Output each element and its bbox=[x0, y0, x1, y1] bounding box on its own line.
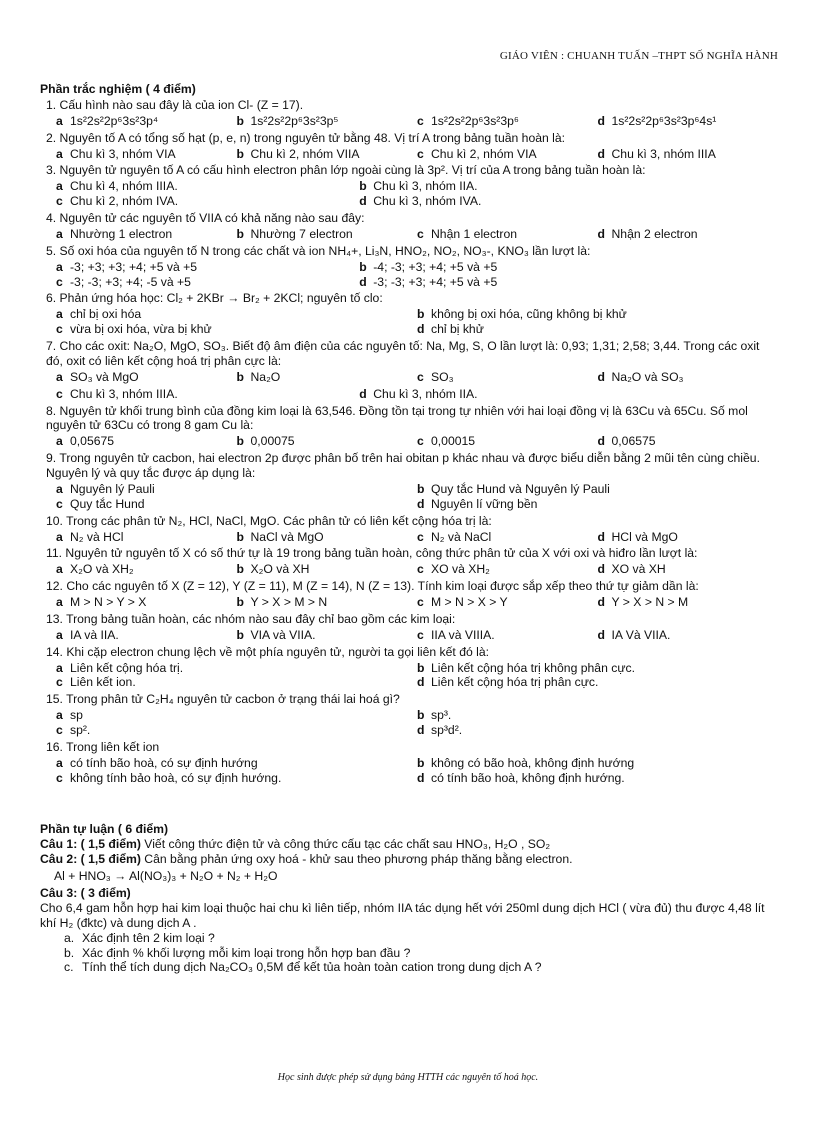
option-letter: a bbox=[56, 562, 63, 577]
page-header: GIÁO VIÊN : CHUANH TUẤN –THPT SỐ NGHĨA HÀNH bbox=[499, 50, 778, 62]
question-stem: 8. Nguyên tử khối trung bình của đồng kim loại là 63,546. Đồng tồn tại trong tự nhiên với hai loại đồng vị là 63Cu và 65Cu. Số mol nguyên tử 63Cu có trong 8 gam Cu là: bbox=[46, 403, 748, 433]
option-text: SO₃ và MgO bbox=[70, 369, 139, 384]
essay-q1-label: Câu 1: ( 1,5 điểm) bbox=[40, 837, 141, 852]
essay-section bbox=[40, 822, 778, 976]
answer-option-c bbox=[417, 227, 598, 242]
option-text: XO và XH bbox=[611, 562, 666, 577]
option-letter: b bbox=[236, 226, 244, 241]
option-letter: c bbox=[417, 146, 424, 161]
answer-option-b bbox=[417, 708, 778, 723]
option-letter: b bbox=[236, 627, 244, 642]
essay-q1-text: Viết công thức điện tử và công thức cấu tạc các chất sau HNO₃, H₂O , SO₂ bbox=[140, 837, 551, 852]
option-text: chỉ bị oxi hóa bbox=[70, 307, 142, 322]
answer-options bbox=[56, 756, 778, 786]
option-text: Y > X > M > N bbox=[250, 595, 328, 609]
option-letter: a bbox=[56, 307, 63, 322]
answer-options bbox=[56, 260, 778, 290]
answer-options bbox=[56, 628, 778, 643]
option-text: Chu kì 2, nhóm VIA bbox=[431, 146, 537, 161]
option-letter: c bbox=[56, 322, 63, 337]
answer-option-b bbox=[417, 482, 778, 497]
option-letter: c bbox=[417, 113, 424, 128]
option-letter: a bbox=[56, 259, 63, 274]
essay-section-title: Phần tự luận ( 6 điểm) bbox=[40, 821, 169, 836]
option-letter: c bbox=[417, 226, 424, 241]
option-text: sp³. bbox=[431, 708, 452, 723]
answer-option-c bbox=[56, 675, 417, 690]
question-stem: 14. Khi cặp electron chung lệch về một phía nguyên tử, người ta gọi liên kết đó là: bbox=[46, 644, 490, 659]
option-letter: c bbox=[417, 595, 424, 609]
option-text: HCl và MgO bbox=[611, 529, 678, 544]
option-letter: d bbox=[359, 194, 367, 209]
answer-option-d bbox=[598, 562, 779, 577]
option-text: Chu kì 3, nhóm IVA. bbox=[373, 194, 482, 209]
answer-option-a bbox=[56, 370, 237, 385]
option-text: Liên kết cộng hóa trị. bbox=[70, 660, 184, 675]
extra-options bbox=[56, 387, 778, 402]
answer-option-d bbox=[598, 147, 779, 162]
answer-option-c bbox=[417, 595, 598, 610]
option-text: X₂O và XH₂ bbox=[70, 562, 134, 577]
answer-option-d bbox=[598, 370, 779, 385]
answer-option-a bbox=[56, 756, 417, 771]
answer-option-b bbox=[417, 307, 778, 322]
option-text: M > N > Y > X bbox=[70, 595, 147, 609]
option-text: Chu kì 3, nhóm IIIA. bbox=[70, 386, 178, 401]
answer-option-c bbox=[417, 562, 598, 577]
option-letter: b bbox=[359, 179, 367, 194]
option-letter: d bbox=[417, 723, 425, 737]
option-text: Liên kết cộng hóa trị phân cực. bbox=[431, 675, 599, 690]
option-text: sp³d². bbox=[431, 723, 463, 737]
option-text: sp². bbox=[70, 723, 91, 737]
answer-option-b bbox=[237, 114, 418, 129]
answer-option-c bbox=[56, 322, 417, 337]
option-letter: c bbox=[417, 434, 424, 449]
option-letter: a bbox=[56, 627, 63, 642]
option-text: IA và IIA. bbox=[70, 627, 119, 642]
answer-option-d bbox=[598, 628, 779, 643]
option-letter: a bbox=[56, 660, 63, 675]
answer-option-a bbox=[56, 482, 417, 497]
option-text: N₂ và NaCl bbox=[431, 529, 492, 544]
option-text: Chu kì 2, nhóm IVA. bbox=[70, 194, 179, 209]
option-text: Liên kết ion. bbox=[70, 675, 136, 690]
essay-q3-label: Câu 3: ( 3 điểm) bbox=[40, 886, 131, 900]
option-letter: c bbox=[56, 194, 63, 209]
answer-option-b bbox=[237, 147, 418, 162]
option-text: IIA và VIIIA. bbox=[431, 627, 495, 642]
answer-option-a bbox=[56, 530, 237, 545]
option-letter: d bbox=[597, 369, 605, 384]
option-letter: c bbox=[417, 562, 424, 577]
option-text: XO và XH₂ bbox=[431, 562, 490, 577]
answer-option-c bbox=[417, 147, 598, 162]
answer-options bbox=[56, 530, 778, 545]
subquestion-0 bbox=[64, 931, 778, 946]
option-text: Na₂O và SO₃ bbox=[611, 369, 684, 384]
answer-option-b bbox=[237, 595, 418, 610]
option-text: M > N > X > Y bbox=[431, 595, 508, 609]
option-text: Y > X > N > M bbox=[611, 595, 689, 609]
answer-option-c bbox=[417, 114, 598, 129]
essay-q3-text: Cho 6,4 gam hỗn hợp hai kim loại thuộc hai chu kì liên tiếp, nhóm IIA tác dụng hết với 250ml dung dịch HCl ( vừa đủ) thu được 4,48 lít khí H₂ (đktc) và dung dịch A . bbox=[40, 900, 765, 930]
subquestion-letter: b. bbox=[64, 945, 75, 960]
answer-option-c bbox=[417, 434, 598, 449]
option-letter: b bbox=[236, 434, 244, 449]
option-letter: b bbox=[236, 562, 244, 577]
answer-option-b bbox=[417, 661, 778, 676]
answer-option-c bbox=[56, 387, 359, 402]
question-stem: 6. Phản ứng hóa học: Cl₂ + 2KBr → Br₂ + 2KCl; nguyên tố clo: bbox=[46, 291, 383, 306]
essay-question-1 bbox=[40, 837, 778, 852]
answer-option-a bbox=[56, 260, 359, 275]
option-text: VIA và VIIA. bbox=[250, 627, 316, 642]
option-text: 0,00015 bbox=[431, 434, 476, 449]
mc-questions bbox=[40, 98, 778, 786]
subquestion-text: Xác định tên 2 kim loại ? bbox=[82, 930, 215, 945]
answer-option-b bbox=[417, 756, 778, 771]
option-text: -3; -3; +3; +4; +5 và +5 bbox=[373, 274, 498, 289]
answer-option-c bbox=[417, 628, 598, 643]
option-letter: a bbox=[56, 179, 63, 194]
option-text: NaCl và MgO bbox=[250, 529, 324, 544]
option-letter: d bbox=[359, 386, 367, 401]
question-stem: 10. Trong các phân tử N₂, HCl, NaCl, MgO. Các phân tử có liên kết cộng hóa trị là: bbox=[46, 513, 492, 528]
option-text: Nhường 1 electron bbox=[70, 226, 173, 241]
option-letter: a bbox=[56, 595, 63, 609]
option-text: Chu kì 3, nhóm IIA. bbox=[373, 386, 478, 401]
option-text: Nhường 7 electron bbox=[250, 226, 353, 241]
answer-option-d bbox=[359, 275, 778, 290]
answer-option-a bbox=[56, 179, 359, 194]
answer-option-b bbox=[237, 434, 418, 449]
subquestion-2 bbox=[64, 960, 778, 975]
answer-option-d bbox=[598, 114, 779, 129]
option-letter: a bbox=[56, 755, 63, 770]
option-text: 0,06575 bbox=[611, 434, 656, 449]
option-letter: b bbox=[236, 529, 244, 544]
answer-option-a bbox=[56, 114, 237, 129]
option-text: -4; -3; +3; +4; +5 và +5 bbox=[373, 259, 498, 274]
question-stem: 16. Trong liên kết ion bbox=[46, 739, 160, 754]
option-letter: c bbox=[56, 723, 63, 737]
question-stem: 4. Nguyên tử các nguyên tố VIIA có khả năng nào sau đây: bbox=[46, 211, 365, 225]
answer-option-a bbox=[56, 708, 417, 723]
question-stem: 15. Trong phân tử C₂H₄ nguyên tử cacbon ở trạng thái lai hoá gì? bbox=[46, 692, 400, 707]
option-text: -3; -3; +3; +4; -5 và +5 bbox=[70, 274, 191, 289]
subquestion-text: Xác định % khối lượng mỗi kim loại trong hỗn hợp ban đầu ? bbox=[82, 945, 411, 960]
question-stem: 13. Trong bảng tuần hoàn, các nhóm nào sau đây chỉ bao gồm các kim loại: bbox=[46, 611, 456, 626]
answer-options bbox=[56, 179, 778, 209]
answer-option-d bbox=[598, 595, 779, 610]
answer-option-c bbox=[56, 194, 359, 209]
answer-option-d bbox=[359, 194, 778, 209]
option-letter: d bbox=[597, 595, 605, 609]
answer-option-a bbox=[56, 562, 237, 577]
answer-option-c bbox=[56, 771, 417, 786]
option-text: Chu kì 4, nhóm IIIA. bbox=[70, 179, 178, 194]
option-text: Quy tắc Hund và Nguyên lý Pauli bbox=[431, 481, 610, 496]
option-letter: b bbox=[417, 708, 425, 723]
answer-options bbox=[56, 562, 778, 577]
option-text: Nguyên lí vững bền bbox=[431, 496, 538, 511]
answer-option-b bbox=[237, 530, 418, 545]
option-letter: b bbox=[417, 660, 425, 675]
answer-option-d bbox=[417, 322, 778, 337]
page-footer: Học sinh được phép sử dụng bảng HTTH các nguyên tố hoá học. bbox=[277, 1072, 539, 1083]
essay-q2-label: Câu 2: ( 1,5 điểm) bbox=[40, 852, 141, 867]
answer-option-b bbox=[359, 179, 778, 194]
answer-option-c bbox=[56, 723, 417, 738]
subquestion-letter: a. bbox=[64, 930, 75, 945]
mc-section-title: Phần trắc nghiệm ( 4 điểm) bbox=[40, 82, 196, 96]
answer-option-c bbox=[56, 275, 359, 290]
answer-options bbox=[56, 482, 778, 512]
question-stem: 5. Số oxi hóa của nguyên tố N trong các chất và ion NH₄+, Li₃N, HNO₂, NO₂, NO₃-, KNO₃ lần lượt là: bbox=[46, 243, 591, 258]
option-letter: c bbox=[56, 386, 63, 401]
answer-options bbox=[56, 434, 778, 449]
answer-option-d bbox=[598, 227, 779, 242]
option-letter: d bbox=[417, 496, 425, 511]
answer-options bbox=[56, 708, 778, 738]
option-letter: b bbox=[236, 369, 244, 384]
question-stem: 7. Cho các oxit: Na₂O, MgO, SO₃. Biết độ âm điện của các nguyên tố: Na, Mg, S, O lần lượt là: 0,93; 1,31; 2,58; 3,44. Trong các oxit đó, oxit có liên kết cộng hoá trị phân cực là: bbox=[46, 339, 760, 368]
answer-options bbox=[56, 307, 778, 337]
option-text: 1s²2s²2p⁶3s²3p⁶4s¹ bbox=[611, 113, 717, 128]
option-text: -3; +3; +3; +4; +5 và +5 bbox=[70, 259, 198, 274]
answer-option-a bbox=[56, 434, 237, 449]
question-stem: 1. Cấu hình nào sau đây là của ion Cl- (Z = 17). bbox=[46, 97, 304, 112]
option-text: không có bão hoà, không định hướng bbox=[431, 755, 635, 770]
option-letter: b bbox=[417, 307, 425, 322]
option-text: X₂O và XH bbox=[250, 562, 310, 577]
option-letter: a bbox=[56, 146, 63, 161]
option-letter: b bbox=[236, 146, 244, 161]
option-letter: b bbox=[359, 259, 367, 274]
answer-option-a bbox=[56, 595, 237, 610]
question-stem: 11. Nguyên tử nguyên tố X có số thứ tự là 19 trong bảng tuần hoàn, công thức phân tử của X với oxi và hiđro lần lượt là: bbox=[46, 546, 698, 561]
option-text: Liên kết cộng hóa trị không phân cực. bbox=[431, 660, 635, 675]
answer-option-a bbox=[56, 227, 237, 242]
option-letter: d bbox=[597, 434, 605, 449]
answer-option-a bbox=[56, 147, 237, 162]
exam-content bbox=[40, 82, 778, 975]
option-text: Na₂O bbox=[250, 369, 281, 384]
reaction-equation: Al + HNO₃ → Al(NO₃)₃ + N₂O + N₂ + H₂O bbox=[54, 869, 278, 884]
essay-question-2 bbox=[40, 852, 778, 867]
option-letter: a bbox=[56, 708, 63, 723]
answer-option-d bbox=[359, 387, 778, 402]
question-stem: 3. Nguyên tử nguyên tố A có cấu hình electron phân lớp ngoài cùng là 3p². Vị trí của A trong bảng tuần hoàn là: bbox=[46, 163, 646, 178]
subquestion-text: Tính thể tích dung dịch Na₂CO₃ 0,5M để kết tủa hoàn toàn cation trong dung dịch A ? bbox=[82, 960, 542, 975]
option-letter: a bbox=[56, 369, 63, 384]
answer-option-a bbox=[56, 307, 417, 322]
option-letter: b bbox=[417, 481, 425, 496]
option-text: vừa bị oxi hóa, vừa bị khử bbox=[70, 322, 212, 337]
answer-options bbox=[56, 370, 778, 385]
answer-option-d bbox=[417, 723, 778, 738]
option-text: Chu kì 3, nhóm IIA. bbox=[373, 179, 478, 194]
answer-option-b bbox=[237, 370, 418, 385]
option-letter: d bbox=[597, 113, 605, 128]
answer-options bbox=[56, 114, 778, 129]
option-text: 1s²2s²2p⁶3s²3p⁴ bbox=[70, 113, 159, 128]
option-text: chỉ bị khử bbox=[431, 322, 484, 337]
answer-option-a bbox=[56, 628, 237, 643]
answer-option-b bbox=[237, 227, 418, 242]
option-text: IA Và VIIA. bbox=[611, 627, 671, 642]
subquestion-1 bbox=[64, 946, 778, 961]
option-text: sp bbox=[70, 708, 83, 723]
option-text: 0,00075 bbox=[250, 434, 295, 449]
answer-options bbox=[56, 227, 778, 242]
option-letter: c bbox=[56, 770, 63, 785]
option-letter: d bbox=[597, 146, 605, 161]
option-letter: d bbox=[597, 562, 605, 577]
option-text: có tính bão hoà, không định hướng. bbox=[431, 770, 625, 785]
option-text: có tính bão hoà, có sự định hướng bbox=[70, 755, 258, 770]
option-letter: a bbox=[56, 529, 63, 544]
question-stem: 9. Trong nguyên tử cacbon, hai electron 2p được phân bố trên hai obitan p khác nhau và được biểu diễn bằng 2 mũi tên cùng chiều. Nguyên lý và quy tắc được áp dụng là: bbox=[46, 451, 760, 480]
option-text: không tính bảo hoà, có sự định hướng. bbox=[70, 770, 282, 785]
option-letter: c bbox=[417, 529, 424, 544]
option-text: Quy tắc Hund bbox=[70, 496, 145, 511]
option-letter: b bbox=[236, 113, 244, 128]
option-letter: c bbox=[56, 496, 63, 511]
option-letter: a bbox=[56, 481, 63, 496]
answer-option-b bbox=[359, 260, 778, 275]
option-letter: c bbox=[417, 369, 424, 384]
option-letter: a bbox=[56, 226, 63, 241]
essay-q2-text: Cân bằng phản ứng oxy hoá - khử sau theo phương pháp thăng bằng electron. bbox=[140, 852, 573, 867]
option-letter: c bbox=[56, 274, 63, 289]
answer-option-c bbox=[417, 530, 598, 545]
option-text: Chu kì 3, nhóm IIIA bbox=[611, 146, 716, 161]
option-letter: c bbox=[56, 675, 63, 690]
question-stem: 12. Cho các nguyên tố X (Z = 12), Y (Z = 11), M (Z = 14), N (Z = 13). Tính kim loại được sắp xếp theo thứ tự giảm dần là: bbox=[46, 579, 699, 594]
answer-option-d bbox=[417, 675, 778, 690]
subquestion-letter: c. bbox=[64, 960, 74, 975]
answer-option-d bbox=[598, 530, 779, 545]
option-letter: d bbox=[597, 226, 605, 241]
option-letter: d bbox=[597, 529, 605, 544]
answer-option-d bbox=[417, 771, 778, 786]
option-letter: b bbox=[236, 595, 244, 609]
option-letter: d bbox=[417, 770, 425, 785]
option-text: Chu kì 3, nhóm VIA bbox=[70, 146, 176, 161]
question-stem: 2. Nguyên tố A có tổng số hạt (p, e, n) trong nguyên tử bằng 48. Vị trí A trong bảng tuần hoàn là: bbox=[46, 130, 566, 145]
option-letter: c bbox=[417, 627, 424, 642]
option-text: Nhận 2 electron bbox=[611, 226, 698, 241]
option-text: không bị oxi hóa, cũng không bị khử bbox=[431, 307, 627, 322]
answer-option-d bbox=[417, 497, 778, 512]
option-letter: d bbox=[417, 675, 425, 690]
option-text: 1s²2s²2p⁶3s²3p⁶ bbox=[431, 113, 519, 128]
answer-options bbox=[56, 661, 778, 691]
option-text: 1s²2s²2p⁶3s²3p⁵ bbox=[250, 113, 339, 128]
essay-q3-subquestions bbox=[64, 931, 778, 976]
answer-option-a bbox=[56, 661, 417, 676]
answer-options bbox=[56, 595, 778, 610]
answer-option-c bbox=[417, 370, 598, 385]
option-text: Chu kì 2, nhóm VIIA bbox=[250, 146, 360, 161]
option-text: SO₃ bbox=[431, 369, 454, 384]
option-letter: d bbox=[597, 627, 605, 642]
option-text: Nhận 1 electron bbox=[431, 226, 518, 241]
option-letter: d bbox=[417, 322, 425, 337]
option-letter: a bbox=[56, 434, 63, 449]
option-letter: d bbox=[359, 274, 367, 289]
answer-option-b bbox=[237, 628, 418, 643]
option-letter: b bbox=[417, 755, 425, 770]
option-text: Nguyên lý Pauli bbox=[70, 481, 155, 496]
option-text: 0,05675 bbox=[70, 434, 115, 449]
answer-option-c bbox=[56, 497, 417, 512]
answer-option-b bbox=[237, 562, 418, 577]
option-text: N₂ và HCl bbox=[70, 529, 124, 544]
option-letter: a bbox=[56, 113, 63, 128]
answer-options bbox=[56, 147, 778, 162]
answer-option-d bbox=[598, 434, 779, 449]
